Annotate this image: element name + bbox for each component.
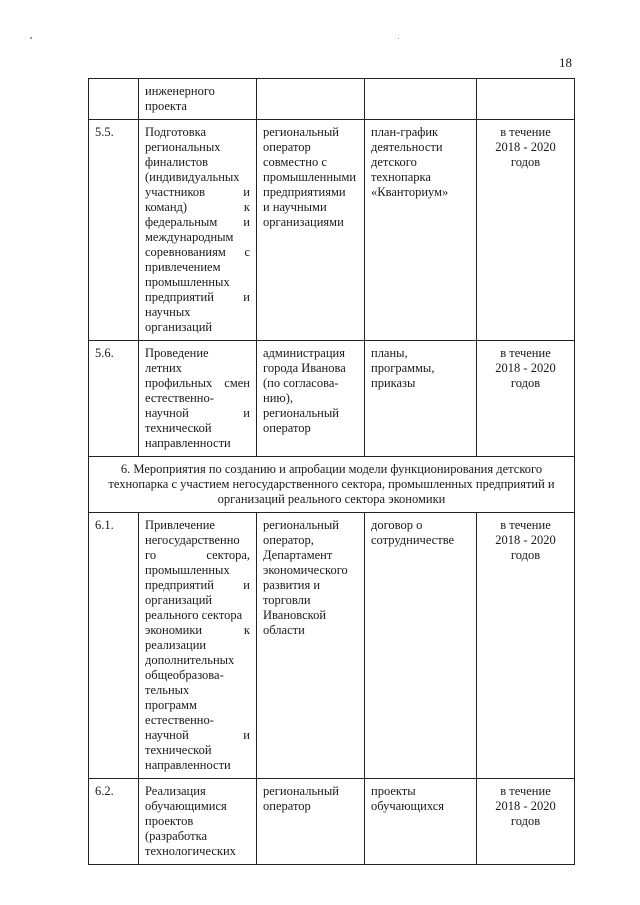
measure-name-line: Подготовка — [145, 125, 207, 139]
measure-name-line: естественно- — [145, 713, 214, 727]
result-document-line: проекты — [371, 784, 416, 798]
measure-name-line: направленности — [145, 436, 231, 450]
deadline-line: в течение — [500, 518, 551, 532]
executor-line: нию), — [263, 391, 294, 405]
result-document-line: план-график — [371, 125, 439, 139]
measure-name-line: промышленных — [145, 275, 230, 289]
deadline-line: в течение — [500, 784, 551, 798]
result-document — [365, 341, 477, 457]
executor-line: администрация — [263, 346, 345, 360]
executor-line: города Иванова — [263, 361, 346, 375]
executor-line: Департамент — [263, 548, 333, 562]
measure-name-line: негосударственно — [145, 533, 240, 547]
measure-name-line: федеральным и — [145, 215, 250, 229]
executor-line: организациями — [263, 215, 344, 229]
item-number: 6.1. — [89, 513, 139, 779]
scan-speck — [398, 38, 399, 39]
page-number: 18 — [559, 55, 572, 70]
executor — [257, 779, 365, 865]
executor-line: Ивановской — [263, 608, 327, 622]
measure-name-line: финалистов — [145, 155, 209, 169]
measure-name-line: технической — [145, 421, 212, 435]
deadline — [477, 513, 575, 779]
deadline-line: в течение — [500, 125, 551, 139]
measure-name-line: технической — [145, 743, 212, 757]
executor-line: оператор — [263, 421, 311, 435]
executor-line: промышленными — [263, 170, 357, 184]
deadline-line: годов — [510, 548, 541, 562]
deadline-line: 2018 - 2020 — [495, 799, 556, 813]
executor-line: развития и — [263, 578, 321, 592]
measure-name-line: го сектора, — [145, 548, 250, 562]
result-document — [365, 779, 477, 865]
measure-name-line: реализации — [145, 638, 207, 652]
section-heading-line: организаций реального сектора экономики — [217, 492, 446, 506]
measure-name-line: предприятий и — [145, 578, 250, 592]
section-heading-row — [89, 457, 575, 513]
deadline-line: 2018 - 2020 — [495, 140, 556, 154]
executor — [257, 513, 365, 779]
measure-name-line: реального сектора — [145, 608, 243, 622]
measure-name-line: привлечением — [145, 260, 221, 274]
measure-name-line: научных — [145, 305, 191, 319]
item-number: 5.5. — [89, 120, 139, 341]
executor-line: оператор, — [263, 533, 314, 547]
table-row — [89, 120, 575, 341]
measure-name — [139, 779, 257, 865]
measure-name-line: программ — [145, 698, 197, 712]
result-document — [365, 120, 477, 341]
table-row — [89, 779, 575, 865]
measure-name-line: тельных — [145, 683, 190, 697]
executor-line: региональный — [263, 406, 339, 420]
section-heading — [89, 457, 575, 513]
executor — [257, 120, 365, 341]
measure-name-line: экономики к — [145, 623, 250, 637]
measure-name-line: профильных смен — [145, 376, 250, 390]
executor-line: предприятиями — [263, 185, 346, 199]
executor-line: торговли — [263, 593, 311, 607]
measure-name-line: научной и — [145, 728, 250, 742]
executor-line: (по согласова- — [263, 376, 339, 390]
measures-table — [88, 78, 575, 865]
measure-name-line: общеобразова- — [145, 668, 224, 682]
result-document-line: планы, — [371, 346, 408, 360]
table-row — [89, 341, 575, 457]
measure-name-line: обучающимися — [145, 799, 227, 813]
result-document — [365, 79, 477, 120]
executor-line: совместно с — [263, 155, 327, 169]
measure-name-line: региональных — [145, 140, 221, 154]
item-number: 5.6. — [89, 341, 139, 457]
result-document-line: программы, — [371, 361, 435, 375]
measure-name-line: дополнительных — [145, 653, 235, 667]
deadline-line: в течение — [500, 346, 551, 360]
measure-name-line: команд) к — [145, 200, 250, 214]
deadline-line: годов — [510, 814, 541, 828]
measure-name — [139, 341, 257, 457]
result-document-line: обучающихся — [371, 799, 445, 813]
measure-name — [139, 79, 257, 120]
measure-name-line: Реализация — [145, 784, 206, 798]
measure-name-line: организаций — [145, 320, 213, 334]
section-heading-line: технопарка с участием негосударственного сектора, промышленных предприятий и — [108, 477, 555, 491]
measure-name-line: инженерного — [145, 84, 215, 98]
item-number — [89, 79, 139, 120]
measure-name-line: (индивидуальных — [145, 170, 240, 184]
measure-name-line: промышленных — [145, 563, 230, 577]
deadline — [477, 79, 575, 120]
executor-line: и научными — [263, 200, 327, 214]
measure-name-line: направленности — [145, 758, 231, 772]
measure-name-line: летних — [145, 361, 182, 375]
result-document-line: деятельности — [371, 140, 443, 154]
result-document-line: приказы — [371, 376, 416, 390]
result-document — [365, 513, 477, 779]
deadline-line: годов — [510, 376, 541, 390]
executor-line: экономического — [263, 563, 348, 577]
executor-line: региональный — [263, 518, 339, 532]
deadline-line: 2018 - 2020 — [495, 533, 556, 547]
executor-line: области — [263, 623, 305, 637]
measure-name-line: проектов — [145, 814, 194, 828]
measure-name-line: технологических — [145, 844, 236, 858]
measure-name-line: естественно- — [145, 391, 214, 405]
result-document-line: договор о — [371, 518, 423, 532]
measure-name — [139, 513, 257, 779]
executor-line: региональный — [263, 784, 339, 798]
item-number: 6.2. — [89, 779, 139, 865]
result-document-line: технопарка — [371, 170, 431, 184]
table-row — [89, 513, 575, 779]
measure-name-line: организаций — [145, 593, 213, 607]
deadline — [477, 120, 575, 341]
executor-line: оператор — [263, 799, 311, 813]
measure-name-line: международным — [145, 230, 234, 244]
measure-name-line: участников и — [145, 185, 250, 199]
result-document-line: детского — [371, 155, 417, 169]
measure-name — [139, 120, 257, 341]
measure-name-line: предприятий и — [145, 290, 250, 304]
result-document-line: сотрудничестве — [371, 533, 455, 547]
measure-name-line: Проведение — [145, 346, 209, 360]
deadline-line: годов — [510, 155, 541, 169]
scan-speck — [30, 37, 32, 39]
executor — [257, 79, 365, 120]
measure-name-line: научной и — [145, 406, 250, 420]
measure-name-line: соревнованиям с — [145, 245, 250, 259]
measure-name-line: проекта — [145, 99, 187, 113]
executor — [257, 341, 365, 457]
measure-name-line: Привлечение — [145, 518, 215, 532]
deadline-line: 2018 - 2020 — [495, 361, 556, 375]
section-heading-line: 6. Мероприятия по созданию и апробации модели функционирования детского — [120, 462, 543, 476]
executor-line: оператор — [263, 140, 311, 154]
measure-name-line: (разработка — [145, 829, 208, 843]
result-document-line: «Кванториум» — [371, 185, 449, 199]
executor-line: региональный — [263, 125, 339, 139]
deadline — [477, 779, 575, 865]
table-row — [89, 79, 575, 120]
deadline — [477, 341, 575, 457]
